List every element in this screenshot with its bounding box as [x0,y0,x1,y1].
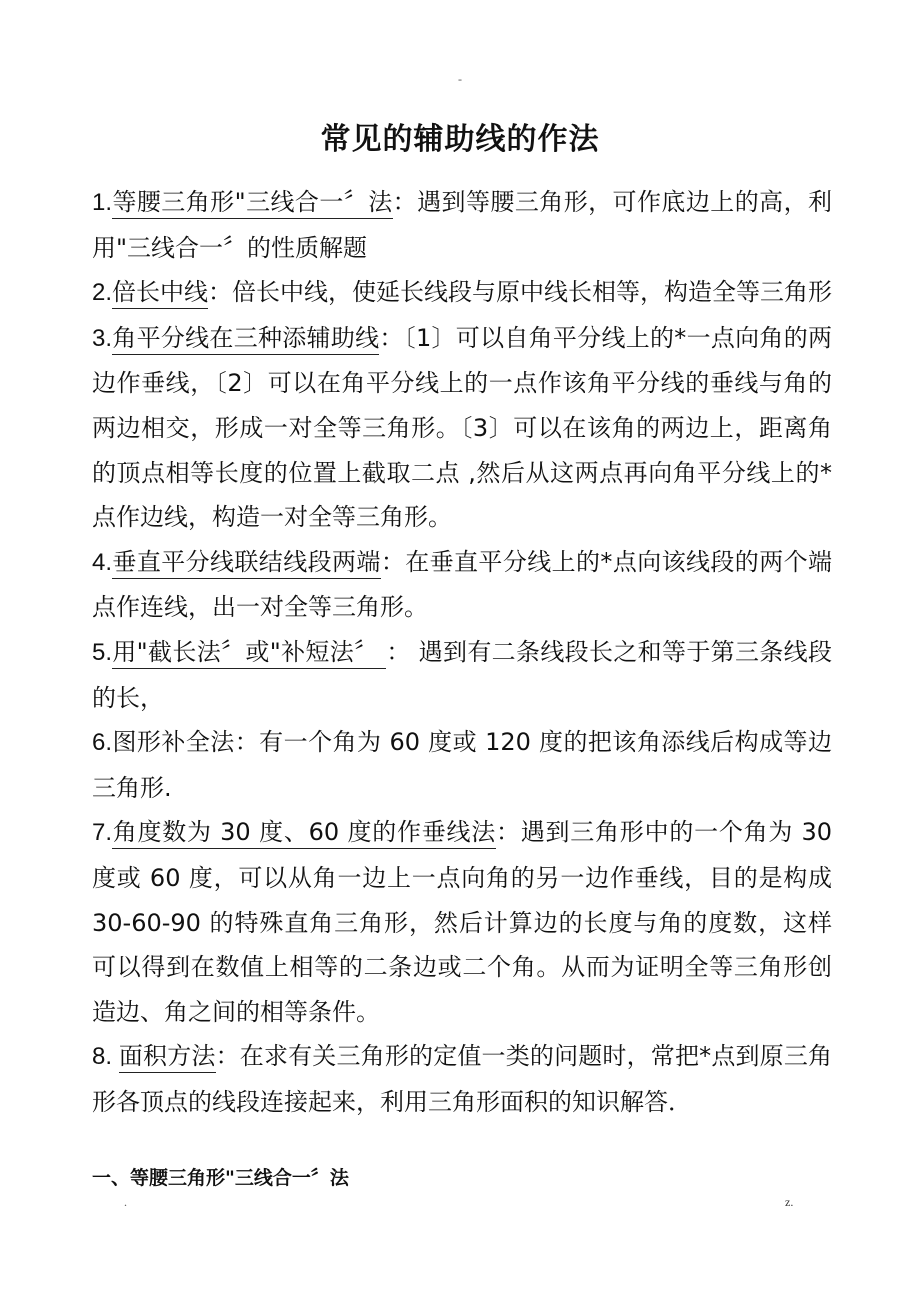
item-body: 图形补全法：有一个角为 60 度或 120 度的把该角添线后构成等边三角形. [92,728,832,802]
method-list [92,180,832,1124]
header-mark: - [458,72,462,86]
item-separator: ： [380,547,406,576]
footer-mark-left: . [124,1195,127,1209]
item-number: 1. [92,189,113,216]
item-separator: ： [496,818,521,847]
item-heading: 倍长中线 [112,278,208,309]
method-item-1 [92,180,832,270]
item-body: 遇到三角形中的一个角为 30 度或 60 度，可以从角一边上一点向角的另一边作垂线，目的是构成 30-60-90 的特殊直角三角形，然后计算边的长度与角的度数，这样可以得到在数值上相等的二条边或二个角。从而为证明全等三角形创造边、角之间的相等条件。 [92,818,833,1026]
method-item-6 [92,720,832,810]
item-heading: 用"截长法〞或"补短法〞 [112,638,386,669]
footer-mark-right: z. [785,1195,794,1209]
item-number: 7. [92,819,113,847]
item-body: 遇到有二条线段长之和等于第三条线段的长， [92,637,832,712]
section-heading: 一、等腰三角形"三线合一〞法 [92,1167,349,1189]
item-heading: 垂直平分线联结线段两端 [112,548,381,579]
method-item-4 [92,540,832,630]
item-number: 4. [92,548,113,576]
item-heading: 面积方法 [119,1042,216,1073]
item-number: 8. [92,1043,119,1071]
item-number: 5. [92,638,113,666]
item-number: 3. [92,324,113,352]
method-item-3 [92,316,832,540]
item-body: 遇到等腰三角形，可作底边上的高，利用"三线合一〞的性质解题 [92,188,833,262]
item-number: 2. [92,279,113,307]
item-body: 〔1〕可以自角平分线上的*一点向角的两边作垂线，〔2〕可以在角平分线上的一点作该角平分线的垂线与角的两边相交，形成一对全等三角形。〔3〕可以在该角的两边上，距离角的顶点相等长度的位置上截取二点 ,然后从这两点再向角平分线上的*点作边线，构造一对全等三角形。 [92,323,832,532]
item-separator: ： [208,278,233,307]
method-item-7 [92,810,832,1034]
item-separator: ： [392,188,418,216]
item-number: 6. [92,729,113,757]
item-heading: 角度数为 30 度、60 度的作垂线法 [112,818,496,849]
method-item-2 [92,270,832,316]
item-separator: ： [215,1042,240,1071]
item-separator: ： [386,637,411,666]
item-body: 在垂直平分线上的*点向该线段的两个端点作连线，出一对全等三角形。 [92,547,833,622]
item-heading: 等腰三角形"三线合一〞法 [112,188,393,219]
item-body: 在求有关三角形的定值一类的问题时，常把*点到原三角形各顶点的线段连接起来，利用三角形面积的知识解答． [92,1042,833,1116]
item-body: 倍长中线，使延长线段与原中线长相等，构造全等三角形 [232,278,833,307]
method-item-8 [92,1034,832,1124]
page-title: 常见的辅助线的作法 [320,122,600,157]
item-separator: ： [379,323,404,352]
item-heading: 角平分线在三种添辅助线 [112,324,379,355]
method-item-5 [92,630,832,720]
